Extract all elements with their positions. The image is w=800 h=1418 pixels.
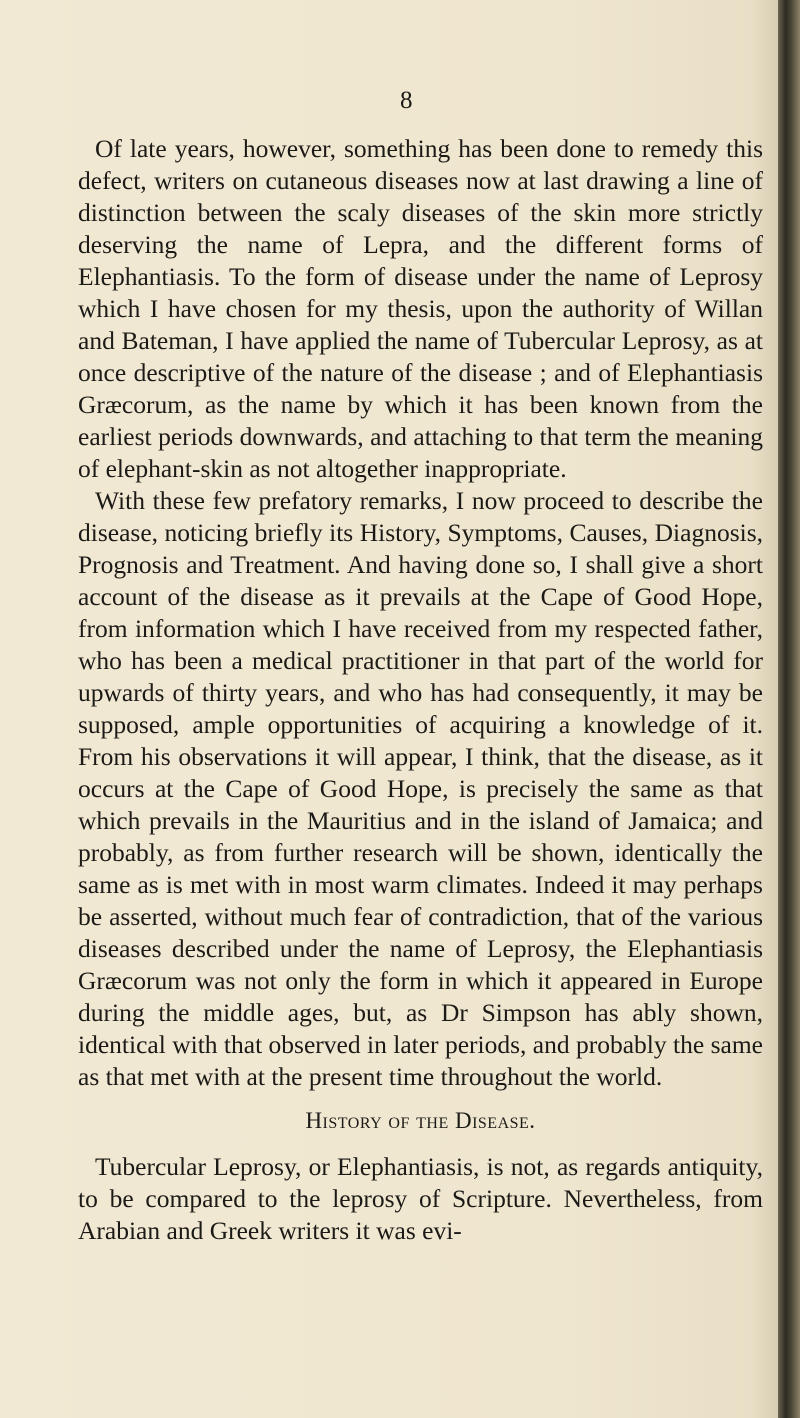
page-content — [78, 133, 763, 1247]
paragraph-history: Tubercular Leprosy, or Elephantiasis, is not, as regards antiquity, to be compared to the leprosy of Scripture. Nevertheless, from Arabian and Greek writers it was evi- — [78, 1152, 763, 1245]
section-heading-history: History of the Disease. — [305, 1108, 536, 1133]
paragraph-intro: Of late years, however, something has been done to remedy this defect, writers on cutaneous diseases now at last drawing a line of distinction between the scaly diseases of the skin more strictly deserving the name of Lepra, and the different forms of Elephantiasis. To the form of disease under the name of Leprosy which I have chosen for my thesis, upon the authority of Willan and Bateman, I have applied the name of Tubercular Leprosy, as at once descriptive of the nature of the disease ; and of Elephantiasis Græcorum, as the name by which it has been known from the earliest periods downwards, and attaching to that term the meaning of elephant-skin as not altogether inappropriate. — [78, 134, 763, 483]
paragraph-prefatory: With these few prefatory remarks, I now proceed to describe the disease, noticing briefly its History, Symptoms, Causes, Diagnosis, Prognosis and Treatment. And having done so, I shall give a short account of the disease as it prevails at the Cape of Good Hope, from information which I have received from my respected father, who has been a medical practitioner in that part of the world for upwards of thirty years, and who has had consequently, it may be supposed, ample opportunities of acquiring a knowledge of it. From his observations it will appear, I think, that the disease, as it occurs at the Cape of Good Hope, is precisely the same as that which prevails in the Mauritius and in the island of Jamaica; and probably, as from further research will be shown, identically the same as is met with in most warm climates. Indeed it may perhaps be asserted, without much fear of contradiction, that of the various diseases described under the name of Leprosy, the Elephantiasis Græcorum was not only the form in which it appeared in Europe during the middle ages, but, as Dr Simpson has ably shown, identical with that observed in later periods, and probably the same as that met with at the present time throughout the world. — [78, 486, 763, 1091]
page-number: 8 — [400, 87, 413, 114]
page-edge-shadow — [778, 0, 800, 1418]
